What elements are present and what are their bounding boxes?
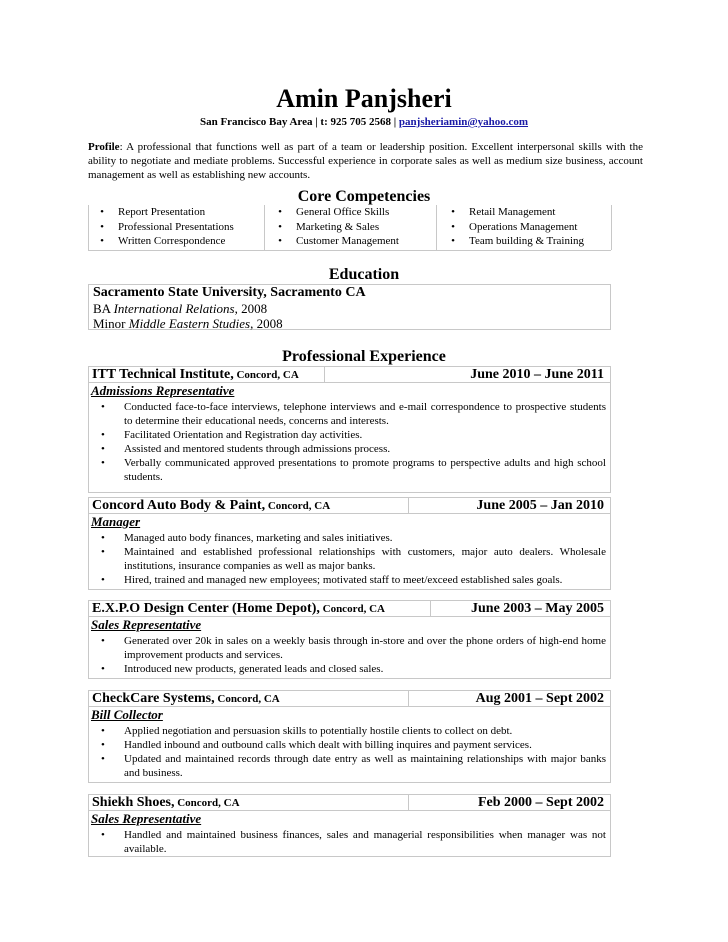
minor-field: Middle Eastern Studies bbox=[128, 316, 251, 331]
competency-item: General Office Skills bbox=[296, 206, 390, 218]
job-bullet: Applied negotiation and persuasion skills to potentially hostile clients to collect on debt. bbox=[124, 725, 513, 737]
job-bullet: Conducted face-to-face interviews, telephone interviews and e-mail correspondence to prospective students to determine their educational needs, concerns and interests. bbox=[124, 401, 606, 427]
table-divider bbox=[264, 205, 265, 250]
company-label: CheckCare Systems, bbox=[92, 691, 215, 706]
job-details bbox=[88, 707, 611, 783]
job-title: Sales Representative bbox=[91, 811, 202, 826]
job-details bbox=[88, 617, 611, 679]
company-name bbox=[92, 367, 299, 383]
bullet: • bbox=[101, 635, 105, 647]
job-dates: Aug 2001 – Sept 2002 bbox=[475, 691, 604, 706]
company-label: Shiekh Shoes, bbox=[92, 795, 175, 810]
bullet: • bbox=[278, 206, 282, 218]
company-name bbox=[92, 691, 280, 707]
job-bullet: Introduced new products, generated leads and closed sales. bbox=[124, 663, 384, 675]
job-header bbox=[88, 366, 611, 383]
job-bullet: Hired, trained and managed new employees; motivated staff to meet/exceed established sales goals. bbox=[124, 574, 563, 586]
competency-item: Customer Management bbox=[296, 235, 399, 247]
profile-text: : A professional that functions well as part of a team or leadership position. Excellent interpersonal skills with the ability to negotiate and mediate problems. Successful experience in corporate sales as well as medium size business, account management as well as establishing new accounts. bbox=[88, 141, 643, 181]
table-border bbox=[88, 205, 89, 250]
education-heading: Education bbox=[328, 266, 400, 283]
job-dates: June 2010 – June 2011 bbox=[470, 367, 604, 382]
candidate-name: Amin Panjsheri bbox=[276, 84, 452, 113]
job-bullet: Managed auto body finances, marketing and sales initiatives. bbox=[124, 532, 393, 544]
job-dates: June 2005 – Jan 2010 bbox=[476, 498, 604, 513]
degree-year: , 2008 bbox=[234, 301, 268, 316]
header-divider bbox=[408, 691, 409, 706]
job-dates: Feb 2000 – Sept 2002 bbox=[478, 795, 604, 810]
job-bullet: Updated and maintained records through date entry as well as maintaining relationships with major banks and business. bbox=[124, 753, 606, 779]
degree-prefix: BA bbox=[93, 301, 114, 316]
competency-item: Retail Management bbox=[469, 206, 556, 218]
job-title: Sales Representative bbox=[91, 617, 202, 632]
competencies-heading: Core Competencies bbox=[297, 188, 431, 205]
profile-summary bbox=[88, 140, 643, 182]
job-bullet: Facilitated Orientation and Registration day activities. bbox=[124, 429, 363, 441]
table-border bbox=[611, 205, 612, 250]
header-divider bbox=[430, 601, 431, 616]
experience-heading: Professional Experience bbox=[282, 348, 446, 365]
competency-item: Professional Presentations bbox=[118, 220, 234, 233]
email-link[interactable]: panjsheriamin@yahoo.com bbox=[398, 116, 529, 128]
competency-item: Written Correspondence bbox=[118, 235, 226, 247]
bullet: • bbox=[278, 235, 282, 247]
bullet: • bbox=[101, 829, 105, 841]
company-location: Concord, CA bbox=[174, 797, 240, 809]
job-details bbox=[88, 514, 611, 590]
job-details bbox=[88, 811, 611, 857]
competencies-column-2 bbox=[274, 205, 434, 249]
job-header bbox=[88, 600, 611, 617]
degree-field: International Relations bbox=[113, 301, 235, 316]
job-details bbox=[88, 383, 611, 493]
contact-details: San Francisco Bay Area | t: 925 705 2568 | bbox=[199, 116, 399, 128]
minor-year: , 2008 bbox=[250, 316, 283, 331]
bullet: • bbox=[100, 220, 104, 233]
bullet: • bbox=[101, 429, 105, 441]
bullet: • bbox=[101, 725, 105, 737]
bullet: • bbox=[101, 753, 105, 765]
competency-item: Team building & Training bbox=[469, 235, 585, 247]
job-bullet: Maintained and established professional relationships with customers, major auto dealers. Wholesale institutions, insurance companies as well as major banks. bbox=[124, 546, 606, 572]
company-location: Concord, CA bbox=[233, 369, 299, 381]
competencies-column-1 bbox=[96, 205, 276, 249]
bullet: • bbox=[101, 457, 105, 469]
bullet: • bbox=[451, 235, 455, 247]
competency-item: Report Presentation bbox=[118, 206, 206, 218]
bullet: • bbox=[101, 546, 105, 558]
education-box bbox=[88, 284, 611, 330]
job-bullet: Assisted and mentored students through admissions process. bbox=[124, 443, 391, 455]
job-header bbox=[88, 690, 611, 707]
company-name bbox=[92, 601, 385, 617]
header-divider bbox=[408, 498, 409, 513]
job-header bbox=[88, 794, 611, 811]
competencies-table bbox=[88, 205, 611, 251]
company-location: Concord, CA bbox=[265, 500, 331, 512]
competency-item: Marketing & Sales bbox=[296, 220, 380, 233]
contact-line bbox=[0, 115, 728, 129]
bullet: • bbox=[101, 663, 105, 675]
table-divider bbox=[436, 205, 437, 250]
job-bullet: Verbally communicated approved presentations to promote programs to perspective adults and high school students. bbox=[124, 457, 606, 483]
company-name bbox=[92, 498, 330, 514]
company-label: Concord Auto Body & Paint, bbox=[92, 498, 266, 513]
competency-item: Operations Management bbox=[469, 220, 578, 233]
minor-prefix: Minor bbox=[93, 316, 129, 331]
job-title: Manager bbox=[91, 514, 141, 529]
profile-label: Profile bbox=[88, 141, 120, 153]
company-label: ITT Technical Institute, bbox=[92, 367, 234, 382]
header-divider bbox=[324, 367, 325, 382]
job-bullet: Handled inbound and outbound calls which dealt with billing inquires and payment services. bbox=[124, 739, 532, 751]
competencies-column-3 bbox=[447, 205, 607, 249]
bullet: • bbox=[101, 532, 105, 544]
minor-line bbox=[93, 316, 283, 332]
degree-line bbox=[93, 301, 267, 317]
job-header bbox=[88, 497, 611, 514]
job-bullet: Generated over 20k in sales on a weekly basis through in-store and over the phone orders of high-end home improvement products and services. bbox=[124, 635, 606, 661]
bullet: • bbox=[451, 220, 455, 233]
company-label: E.X.P.O Design Center (Home Depot), bbox=[92, 601, 320, 616]
job-title: Admissions Representative bbox=[91, 383, 235, 398]
bullet: • bbox=[278, 220, 282, 233]
company-location: Concord, CA bbox=[214, 693, 280, 705]
bullet: • bbox=[100, 206, 104, 218]
job-bullet: Handled and maintained business finances, sales and managerial responsibilities when manager was not available. bbox=[124, 829, 606, 855]
bullet: • bbox=[101, 574, 105, 586]
bullet: • bbox=[101, 739, 105, 751]
school-name: Sacramento State University, Sacramento CA bbox=[93, 285, 366, 300]
job-dates: June 2003 – May 2005 bbox=[471, 601, 604, 616]
bullet: • bbox=[101, 443, 105, 455]
job-title: Bill Collector bbox=[91, 707, 163, 722]
bullet: • bbox=[100, 235, 104, 247]
bullet: • bbox=[451, 206, 455, 218]
company-location: Concord, CA bbox=[319, 603, 385, 615]
header-divider bbox=[408, 795, 409, 810]
bullet: • bbox=[101, 401, 105, 413]
company-name bbox=[92, 795, 240, 811]
